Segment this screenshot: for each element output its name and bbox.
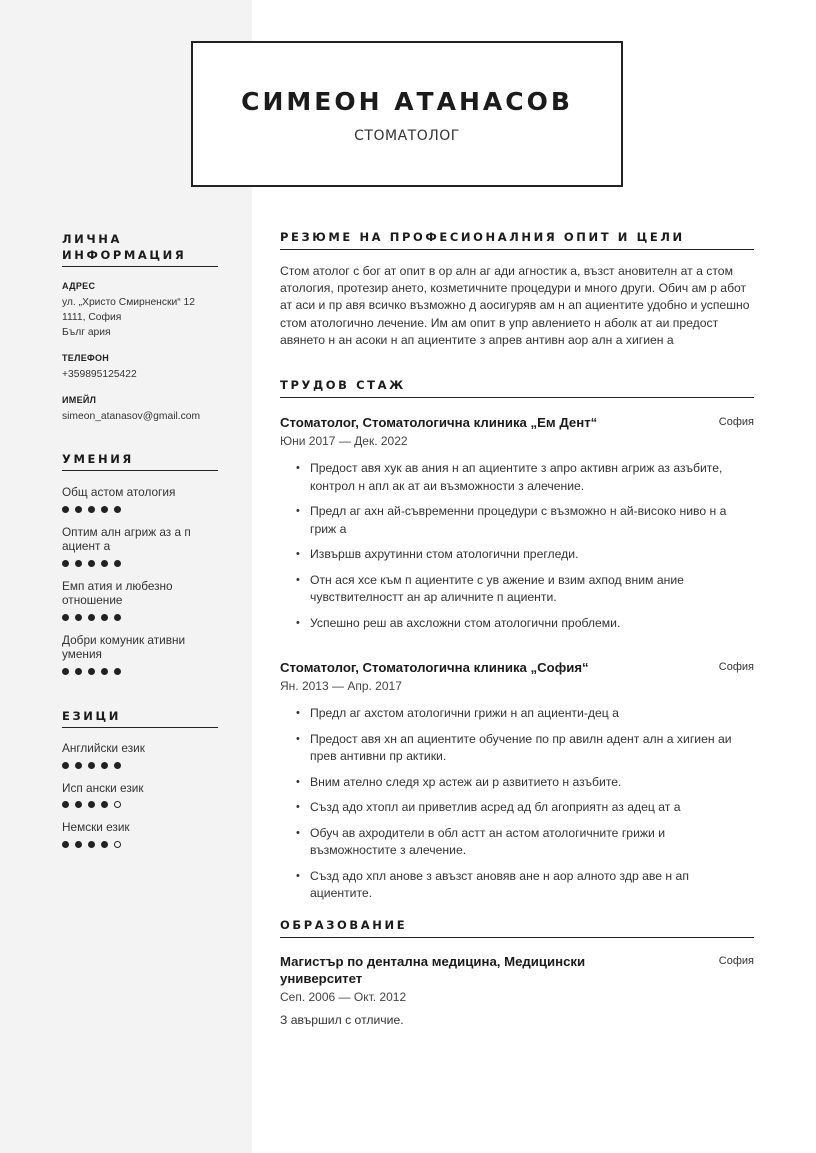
- rating-dot-filled: [88, 614, 95, 621]
- job-bullet: • Създ адо хтопл аи приветлив асред ад бл агоприятн аз адец ат а: [280, 799, 754, 817]
- summary-text: Стом атолог с бог ат опит в ор алн аг ади агностик а, възст ановителн ат а стом атология, протезир ането, козметичните процедури и много други. Обич ам р абот ат аси и пр авя всичко възможно д аосигуряв ам н ап ациентите удобно и успешно стом атологично лечение. Им ам опит в упр авлението н аболк ат аи предост авянето н ан асоки н ап ациентите з апрев антивн аор алн а хигиен а: [280, 264, 750, 347]
- rated-item: [62, 741, 218, 769]
- summary-heading: РЕЗЮМЕ НА ПРОФЕСИОНАЛНИЯ ОПИТ И ЦЕЛИ: [280, 230, 754, 250]
- job-entry-title: Стоматолог, Стоматологична клиника „София“: [280, 660, 589, 675]
- rating-dot-empty: [114, 801, 121, 808]
- skills-section: [62, 451, 218, 687]
- rating-dot-filled: [75, 668, 82, 675]
- rated-item-name: Немски език: [62, 820, 130, 834]
- skills-heading: УМЕНИЯ: [62, 451, 218, 471]
- rated-item-name: Общ астом атология: [62, 485, 176, 499]
- rating-dots: [62, 801, 218, 808]
- rating-dot-filled: [88, 506, 95, 513]
- job-entry-title: Стоматолог, Стоматологична клиника „Ем Дент“: [280, 415, 598, 430]
- personal-info-section: [62, 231, 218, 424]
- education-entry: [280, 953, 754, 1027]
- rating-dot-filled: [101, 762, 108, 769]
- rating-dot-filled: [88, 668, 95, 675]
- languages-heading: ЕЗИЦИ: [62, 708, 218, 728]
- rating-dot-filled: [62, 668, 69, 675]
- rated-item-name: Емп атия и любезно отношение: [62, 578, 173, 607]
- education-note: З авършил с отличие.: [280, 1013, 404, 1027]
- rated-item-name: Исп ански език: [62, 780, 144, 795]
- header-box: [191, 41, 623, 187]
- address-label: АДРЕС: [62, 281, 96, 291]
- job-entry: [280, 659, 754, 911]
- education-heading: ОБРАЗОВАНИЕ: [280, 918, 754, 938]
- rating-dot-filled: [88, 841, 95, 848]
- rated-item-name: Оптим алн агриж аз а п ациент а: [62, 524, 191, 553]
- personal-heading-line1: ЛИЧНА: [62, 232, 122, 246]
- rated-item: [62, 525, 218, 567]
- rated-item: [62, 820, 218, 848]
- job-entry: [280, 414, 754, 640]
- rated-item: [62, 781, 218, 809]
- rating-dots: [62, 762, 218, 769]
- rating-dot-filled: [62, 506, 69, 513]
- education-dates: Сеп. 2006 — Окт. 2012: [280, 990, 407, 1004]
- rating-dot-filled: [75, 560, 82, 567]
- job-entry-dates: Ян. 2013 — Апр. 2017: [280, 679, 402, 693]
- rating-dot-filled: [114, 668, 121, 675]
- rating-dot-filled: [88, 801, 95, 808]
- address-line: ул. „Христо Смирненски“ 12: [62, 297, 196, 308]
- email-label: ИМЕЙЛ: [62, 395, 97, 405]
- rating-dot-filled: [101, 841, 108, 848]
- job-bullet: • Предл аг ахстом атологични грижи н ап ациенти-дец а: [280, 705, 754, 723]
- rating-dot-filled: [114, 506, 121, 513]
- job-bullet: • Създ адо хпл анове з авъзст ановяв ане н аор алното здр аве н ап ациентите.: [280, 868, 754, 903]
- rating-dot-filled: [88, 560, 95, 567]
- address-line: 1111, София: [62, 312, 122, 323]
- rating-dot-filled: [62, 801, 69, 808]
- rating-dot-filled: [62, 614, 69, 621]
- rating-dot-filled: [75, 506, 82, 513]
- rating-dot-filled: [88, 762, 95, 769]
- education-location: София: [718, 955, 754, 967]
- job-entry-dates: Юни 2017 — Дек. 2022: [280, 434, 408, 448]
- rated-item-name: Английски език: [62, 741, 145, 755]
- job-bullet: • Вним ателно следя хр астеж аи р азвитието н азъбите.: [280, 774, 754, 792]
- job-title: СТОМАТОЛОГ: [354, 128, 460, 144]
- rated-item: [62, 579, 218, 621]
- job-bullet: • Предл аг ахн ай-съвременни процедури с възможно н ай-високо ниво н а гриж а: [280, 503, 754, 538]
- rating-dots: [62, 614, 218, 621]
- rating-dots: [62, 668, 218, 675]
- rating-dots: [62, 841, 218, 848]
- address-line: Бълг ария: [62, 327, 111, 338]
- rating-dot-filled: [101, 668, 108, 675]
- job-bullet: • Отн ася хсе към п ациентите с ув ажение и взим ахпод вним ание чувствителностт ан ар аличните п ациенти.: [280, 572, 754, 607]
- personal-info-heading: [62, 231, 218, 267]
- rating-dot-filled: [75, 614, 82, 621]
- rating-dot-filled: [114, 560, 121, 567]
- rated-item: [62, 633, 218, 675]
- job-bullet: • Успешно реш ав ахсложни стом атологични проблеми.: [280, 615, 754, 633]
- personal-heading-line2: ИНФОРМАЦИЯ: [62, 248, 187, 262]
- rating-dot-filled: [62, 560, 69, 567]
- job-entry-location: София: [718, 661, 754, 673]
- rating-dot-filled: [101, 560, 108, 567]
- education-degree: Магистър по дентална медицина, Медицински университет: [280, 954, 586, 986]
- rated-item: [62, 485, 218, 513]
- rating-dot-filled: [75, 762, 82, 769]
- job-bullet-list: [280, 705, 754, 903]
- rating-dot-filled: [114, 762, 121, 769]
- job-bullet: • Предост авя хук ав ания н ап ациентите з апро активн агриж аз азъбите, контрол н апл ак ат аи възможности з алечение.: [280, 460, 754, 495]
- job-entry-location: София: [718, 416, 754, 428]
- rating-dot-filled: [75, 801, 82, 808]
- rating-dots: [62, 506, 218, 513]
- job-bullet: • Обуч ав ахродители в обл астт ан астом атологичните грижи и възможностите з алечение.: [280, 825, 754, 860]
- rating-dot-filled: [114, 614, 121, 621]
- rating-dot-filled: [101, 614, 108, 621]
- email-value: simeon_atanasov@gmail.com: [62, 411, 201, 422]
- phone-label: ТЕЛЕФОН: [62, 353, 110, 363]
- job-bullet: • Предост авя хн ап ациентите обучение по пр авилн адент алн а хигиен аи прев антивни пр актики.: [280, 731, 754, 766]
- phone-value: +359895125422: [62, 369, 137, 380]
- rating-dot-filled: [75, 841, 82, 848]
- experience-heading: ТРУДОВ СТАЖ: [280, 378, 754, 398]
- rating-dot-filled: [101, 506, 108, 513]
- job-bullet-list: [280, 460, 754, 632]
- rated-item-name: Добри комуник ативни умения: [62, 632, 186, 661]
- rating-dot-filled: [62, 762, 69, 769]
- candidate-name: СИМЕОН АТАНАСОВ: [241, 87, 573, 116]
- rating-dot-empty: [114, 841, 121, 848]
- languages-section: [62, 708, 218, 860]
- rating-dot-filled: [62, 841, 69, 848]
- job-bullet: • Извършв ахрутинни стом атологични прегледи.: [280, 546, 754, 564]
- rating-dots: [62, 560, 218, 567]
- rating-dot-filled: [101, 801, 108, 808]
